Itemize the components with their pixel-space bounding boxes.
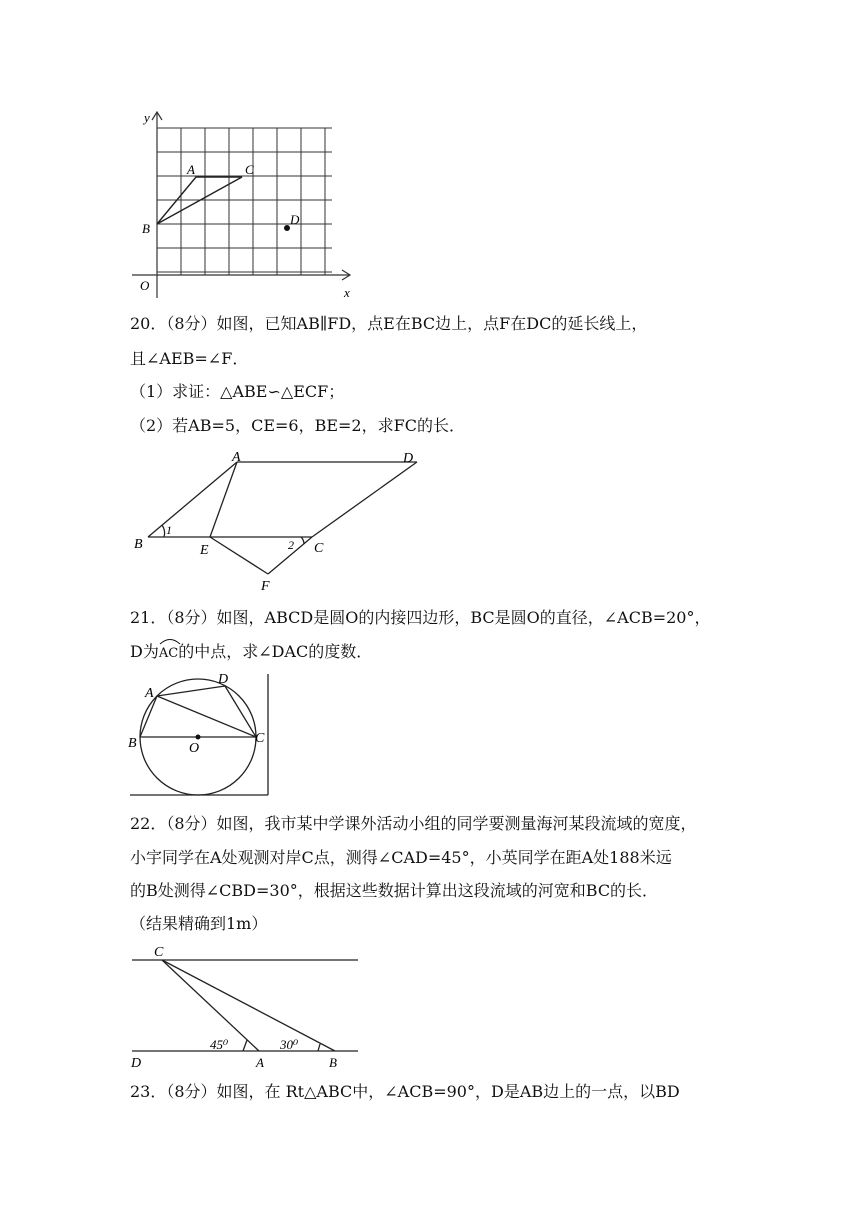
angle-2-label: 2 <box>288 538 294 552</box>
point-a-label: A <box>145 686 154 701</box>
q22-line3: 的B处测得∠CBD=30°，根据这些数据计算出这段流域的河宽和BC的长． <box>130 881 659 900</box>
q22-line1: 22．（8分）如图，我市某中学课外活动小组的同学要测量海河某段流域的宽度， <box>130 814 697 833</box>
q21-line2 <box>130 641 372 665</box>
point-o-label: O <box>189 741 200 756</box>
figure-21 <box>128 668 272 798</box>
point-b-label: B <box>134 537 143 552</box>
point-a-label: A <box>256 1055 264 1070</box>
point-b-label: B <box>128 736 137 751</box>
q22-line4: （结果精确到1m） <box>130 914 268 933</box>
point-c-label: C <box>314 541 324 556</box>
point-d-label: D <box>403 451 414 466</box>
point-e-label: E <box>200 543 209 558</box>
q20-part1: （1）求证：△ABE∽△ECF； <box>130 382 345 401</box>
figure-22 <box>128 942 364 1070</box>
figure-20 <box>130 448 430 594</box>
q23-line1: 23．（8分）如图，在 Rt△ABC中，∠ACB=90°，D是AB边上的一点，以BD <box>130 1082 680 1101</box>
point-c-label: C <box>245 162 254 177</box>
point-f-label: F <box>261 579 270 594</box>
point-d-label: D <box>218 672 229 687</box>
point-d-label: D <box>131 1056 142 1071</box>
q20-part2: （2）若AB=5，CE=6，BE=2，求FC的长． <box>130 416 465 435</box>
y-axis-label: y <box>144 110 150 125</box>
point-d-label: D <box>290 212 300 227</box>
q20-line1: 20．（8分）如图，已知AB∥FD，点E在BC边上，点F在DC的延长线上， <box>130 314 648 333</box>
point-a-label: A <box>232 450 241 465</box>
q22-line2: 小宇同学在A处观测对岸C点，测得∠CAD=45°，小英同学在距A处188米远 <box>130 848 672 867</box>
arc-ac-label: AC <box>158 646 179 661</box>
q20-line2: 且∠AEB=∠F． <box>130 349 249 368</box>
angle-45-label: 45⁰ <box>210 1037 229 1052</box>
origin-label: O <box>140 278 150 293</box>
point-a-label: A <box>187 162 195 177</box>
figure-19-grid <box>130 108 360 300</box>
point-b-label: B <box>142 221 150 236</box>
q21-line1: 21．（8分）如图，ABCD是圆O的内接四边形，BC是圆O的直径，∠ACB=20°， <box>130 608 711 627</box>
point-c-label: C <box>154 945 164 960</box>
point-c-label: C <box>255 731 265 746</box>
angle-30-label: 30⁰ <box>280 1037 299 1052</box>
angle-1-label: 1 <box>166 523 172 537</box>
arc-mark-icon <box>159 637 181 645</box>
arc-ac-notation <box>159 641 178 665</box>
q21-line2-suffix: 的中点，求∠DAC的度数． <box>178 642 373 661</box>
point-b-label: B <box>329 1055 337 1070</box>
x-axis-label: x <box>344 285 350 300</box>
q21-line2-prefix: D为 <box>130 642 159 661</box>
